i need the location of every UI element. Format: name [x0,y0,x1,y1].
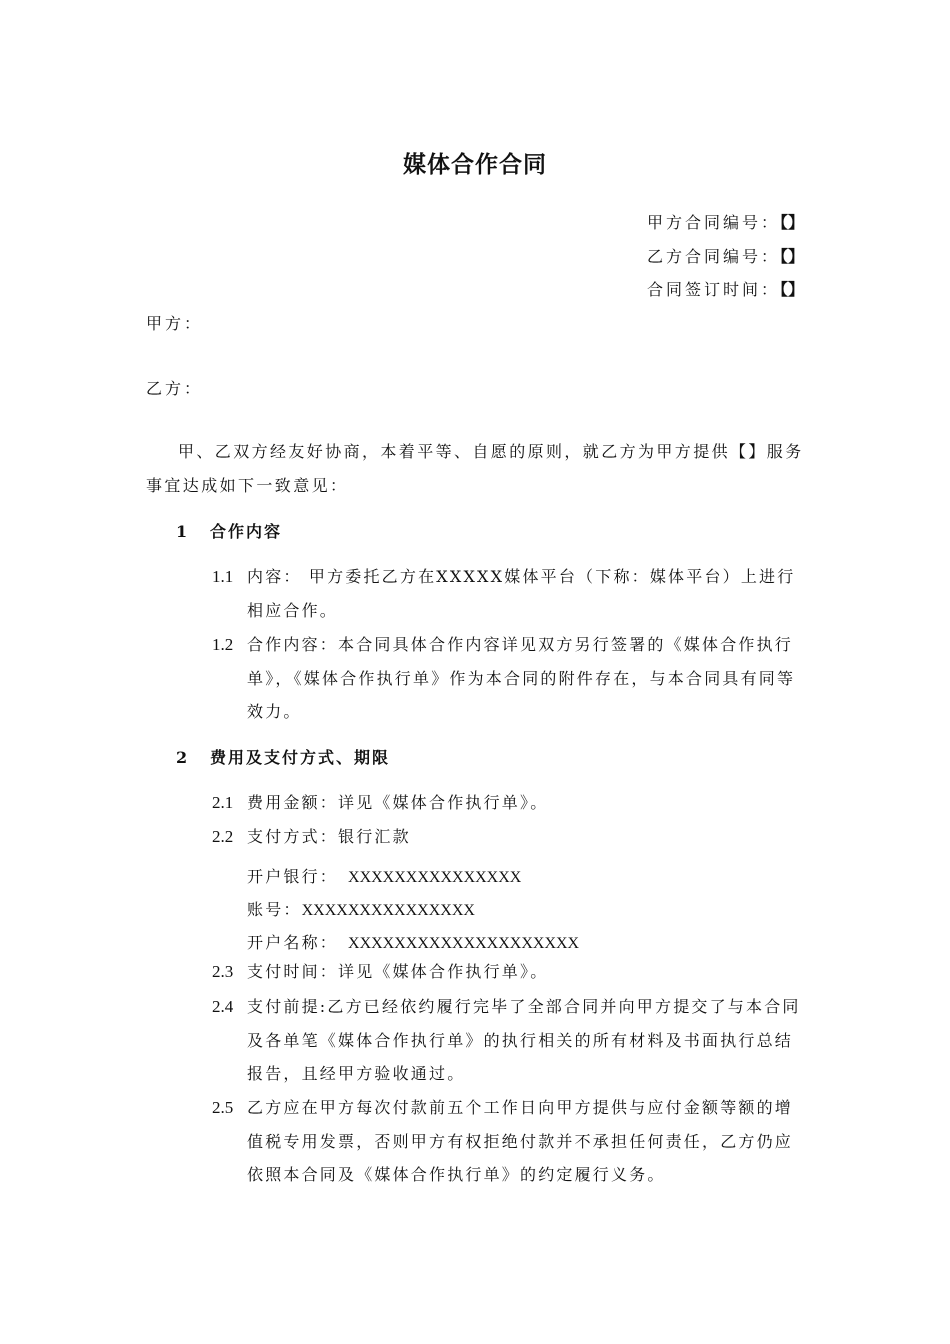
clause-text: 支付前提:乙方已经依约履行完毕了全部合同并向甲方提交了与本合同及各单笔《媒体合作执行单》的执行相关的所有材料及书面执行总结报告，且经甲方验收通过。 [247,997,801,1083]
bank-value: XXXXXXXXXXXXXXX [348,869,522,886]
meta-value: 【】 [779,247,804,266]
bank-label: 开户银行： [247,867,339,886]
clause-item [212,560,806,627]
clause-item [212,990,806,1091]
clause-number: 1.2 [212,635,234,654]
section-heading [176,519,282,542]
clause-text: 支付时间：详见《媒体合作执行单》。 [247,962,549,981]
bank-label: 账号： [247,900,302,919]
account-name-line [247,930,579,953]
section-heading [176,745,390,768]
clause-text: 乙方应在甲方每次付款前五个工作日向甲方提供与应付金额等额的增值税专用发票，否则甲方有权拒绝付款并不承担任何责任，乙方仍应依照本合同及《媒体合作执行单》的约定履行义务。 [247,1098,794,1184]
clause-text: 合作内容：本合同具体合作内容详见双方另行签署的《媒体合作执行单》，《媒体合作执行单》作为本合同的附件存在，与本合同具有同等效力。 [247,635,796,721]
clause-text: 费用金额：详见《媒体合作执行单》。 [247,793,549,812]
meta-label: 合同签订时间： [646,280,780,299]
bank-value: XXXXXXXXXXXXXXX [301,902,475,919]
clause-item [212,786,806,820]
clause-text: 支付方式：银行汇款 [247,827,411,846]
party-a-label: 甲方： [146,314,204,333]
intro-paragraph: 甲、乙双方经友好协商，本着平等、自愿的原则，就乙方为甲方提供【】服务事宜达成如下一致意见： [146,442,804,495]
clause-number: 2.5 [212,1098,234,1117]
meta-value: 【】 [779,280,804,299]
clause-item [212,820,806,854]
party-a-contract-number [647,210,804,233]
clause-number: 2.1 [212,793,234,812]
meta-value: 【】 [779,213,804,232]
party-b-label: 乙方： [146,379,204,398]
clause-text: 内容： 甲方委托乙方在XXXXX媒体平台（下称：媒体平台）上进行相应合作。 [247,567,796,620]
document-title: 媒体合作合同 [403,151,547,178]
section-title: 费用及支付方式、期限 [210,748,391,767]
contract-signing-date [647,277,804,300]
clause-item [212,628,806,729]
clause-item [212,1091,806,1192]
section-number: 2 [176,748,188,767]
bank-name-line [247,864,521,887]
clause-item [212,955,806,989]
section-title: 合作内容 [210,522,283,541]
bank-label: 开户名称： [247,933,339,952]
meta-label: 乙方合同编号： [646,247,780,266]
party-b-contract-number [647,244,804,267]
meta-label: 甲方合同编号： [646,213,780,232]
clause-number: 2.2 [212,827,234,846]
section-number: 1 [176,522,188,541]
account-number-line [247,897,475,920]
clause-number: 1.1 [212,567,234,586]
clause-number: 2.3 [212,962,234,981]
clause-number: 2.4 [212,997,234,1016]
bank-value: XXXXXXXXXXXXXXXXXXXX [348,935,580,952]
